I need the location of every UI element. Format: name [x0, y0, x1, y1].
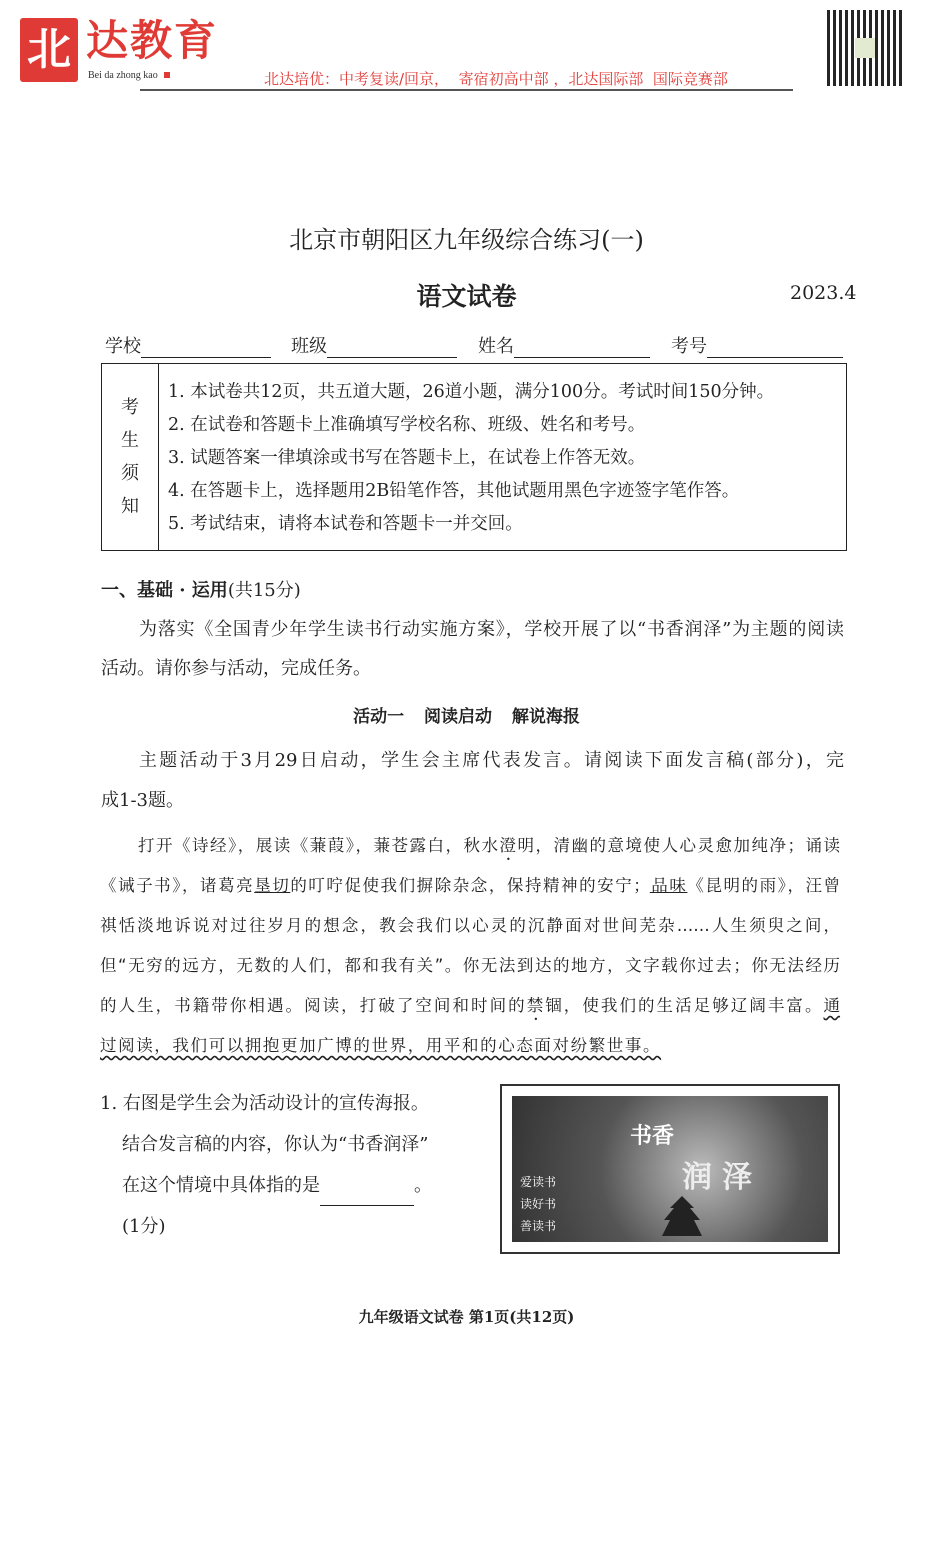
passage-text: 《诫子书》，诸葛亮 [100, 876, 255, 895]
intro-line-2: 活动。请你参与活动，完成任务。 [101, 658, 371, 679]
notice-label [102, 364, 159, 550]
passage-dotted-char: 禁 [526, 996, 546, 1015]
poster-background [512, 1096, 828, 1242]
header-slogan: 北达培优：中考复读/回京， 寄宿初高中部 ，北达国际部 国际竞赛部 [264, 70, 728, 88]
exam-title: 北京市朝阳区九年级综合练习(一) [289, 226, 644, 254]
passage-text: 的人生，书籍带你相遇。阅读，打破了空间和时间的 [100, 996, 527, 1015]
notice-label-char: 须 [121, 463, 139, 484]
field-blank[interactable] [327, 339, 457, 358]
passage-text: 明，清幽的意境使人心灵愈加纯净；诵读 [517, 836, 840, 855]
poster-image [500, 1084, 840, 1254]
passage-line [100, 992, 840, 1024]
notice-item: 5. 考试结束，请将本试卷和答题卡一并交回。 [168, 514, 523, 534]
field-blank[interactable] [514, 339, 650, 358]
notice-label-char: 知 [121, 496, 139, 517]
logo-text: 达教育 [86, 16, 219, 65]
logo-subtitle-text: Bei da zhong kao [88, 70, 158, 81]
notice-label-char: 生 [121, 430, 139, 451]
poster-slogan: 读好书 [520, 1197, 557, 1211]
passage-wavy-text: 通 [823, 996, 841, 1015]
section-score: (共15分) [227, 580, 301, 601]
passage-wavy-text: 世界，用平和的心态面对纷繁世事。 [371, 1036, 662, 1055]
page-footer: 九年级语文试卷 第1页(共12页) [358, 1308, 575, 1326]
notice-item: 3. 试题答案一律填涂或书写在答题卡上，在试卷上作答无效。 [168, 448, 646, 468]
qr-code-icon [827, 10, 903, 86]
passage-line [100, 1032, 840, 1056]
task-line-2: 成1-3题。 [101, 790, 184, 811]
exam-subtitle: 语文试卷 [416, 282, 517, 311]
exam-date: 2023.4 [790, 282, 857, 304]
notice-list [168, 376, 774, 541]
poster-slogan: 爱读书 [520, 1175, 557, 1189]
field-label: 考号 [671, 336, 707, 357]
passage-line: 但“无穷的远方，无数的人们，都和我有关”。你无法到达的地方，文字载你过去；你无法经历 [100, 956, 840, 975]
header-divider [140, 89, 793, 91]
notice-item: 4. 在答题卡上，选择题用2B铅笔作答，其他试题用黑色字迹签字笔作答。 [168, 481, 740, 501]
field-blank[interactable] [707, 339, 843, 358]
passage-text: 的叮咛促使我们摒除杂念，保持精神的安宁； [290, 876, 650, 895]
poster-title: 书香 [630, 1123, 675, 1149]
school-field[interactable] [105, 332, 271, 358]
poster-title: 润泽 [682, 1160, 762, 1195]
passage-wavy-text: 过阅读，我们可以拥抱更加广博的 [100, 1036, 372, 1055]
logo-subtitle [88, 70, 170, 82]
poster-slogan: 善读书 [520, 1219, 557, 1233]
notice-item: 2. 在试卷和答题卡上准确填写学校名称、班级、姓名和考号。 [168, 415, 646, 435]
field-label: 姓名 [478, 336, 514, 357]
question-text-part: 。 [414, 1175, 432, 1196]
passage-text: 锢，使我们的生活足够辽阔丰富。 [545, 996, 824, 1015]
question-score: (1分) [122, 1216, 166, 1237]
passage-dotted-char: 澄 [499, 836, 518, 855]
temple-icon [662, 1196, 702, 1236]
class-field[interactable] [291, 332, 457, 358]
passage-underlined-word: 品味 [649, 876, 688, 895]
question-text: 1. 右图是学生会为活动设计的宣传海报。 [100, 1093, 429, 1114]
exam-notice-box [101, 363, 847, 551]
question-text [100, 1165, 432, 1206]
passage-line: 祺恬淡地诉说对过往岁月的想念，教会我们以心灵的沉静面对世间芜杂……人生须臾之间， [100, 916, 840, 935]
field-label: 学校 [105, 336, 141, 357]
field-blank[interactable] [141, 339, 271, 358]
notice-item: 1. 本试卷共12页，共五道大题，26道小题，满分100分。考试时间150分钟。 [168, 382, 775, 402]
section-heading [101, 576, 301, 602]
passage-text: 打开《诗经》，展读《蒹葭》，蒹苍露白，秋水 [138, 836, 500, 855]
passage-text: 《昆明的雨》，汪曾 [687, 876, 841, 895]
exam-number-field[interactable] [671, 332, 843, 358]
task-line-1: 主题活动于3月29日启动，学生会主席代表发言。请阅读下面发言稿(部分)，完 [139, 750, 844, 771]
logo-square-icon [164, 72, 170, 78]
answer-blank[interactable] [320, 1185, 414, 1206]
logo-mark: 北 [20, 18, 78, 82]
passage-line [138, 832, 840, 864]
notice-label-char: 考 [121, 397, 139, 418]
intro-line-1: 为落实《全国青少年学生读书行动实施方案》，学校开展了以“书香润泽”为主题的阅读 [139, 619, 844, 640]
question-1 [100, 1083, 432, 1247]
field-label: 班级 [291, 336, 327, 357]
passage-line [100, 872, 840, 896]
name-field[interactable] [478, 332, 650, 358]
section-title: 一、基础 · 运用 [101, 580, 228, 601]
passage-underlined-word: 垦切 [254, 876, 291, 895]
question-text-part: 在这个情境中具体指的是 [122, 1175, 320, 1196]
activity-heading: 活动一 阅读启动 解说海报 [353, 707, 580, 727]
question-text: 结合发言稿的内容，你认为“书香润泽” [122, 1134, 429, 1155]
